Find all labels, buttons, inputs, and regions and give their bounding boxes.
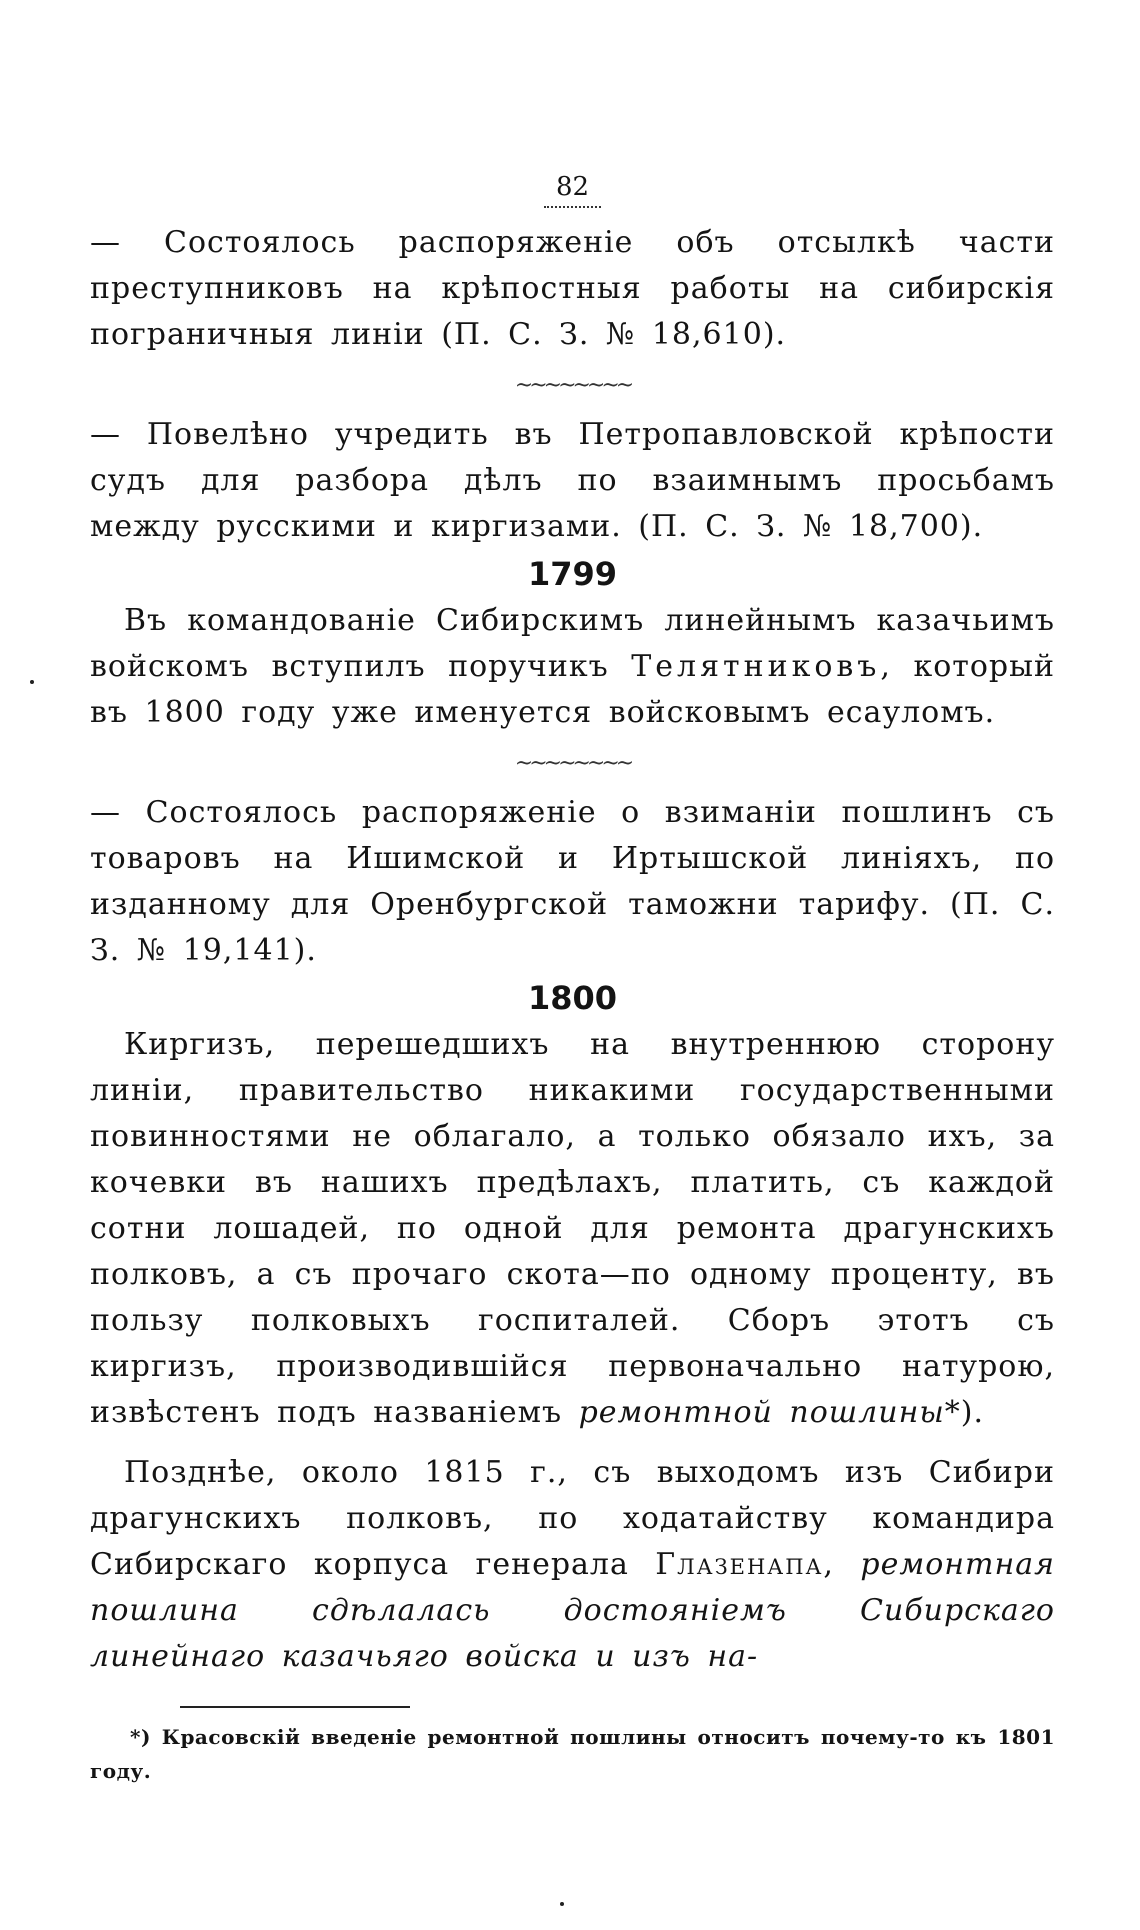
page-number: 82 (90, 170, 1055, 208)
scan-speck (30, 680, 34, 684)
italic-remount-duty: ремонтная пошлина сдѣлалась достояніемъ Сибирскаго линейнаго казачьяго войска и изъ на- (90, 1547, 1055, 1674)
year-heading-1800: 1800 (527, 979, 618, 1017)
paragraph-1800-kirgiz: Киргизъ, перешедшихъ на внутреннюю сторону линіи, правительство никакими государственными повинностями не облагало, а только обязало ихъ, за кочевки въ нашихъ предѣлахъ, платить, съ каждой сотни лошадей, по одной для ремонта драгунскихъ полковъ, а съ прочаго скота—по одному проценту, въ пользу полковыхъ госпиталей. Сборъ этотъ съ киргизъ, производившійся первоначально натурою, извѣстенъ подъ названіемъ ремонтной пошлины*). (90, 1027, 1055, 1430)
footnote-text: Красовскій введеніе ремонтной пошлины относитъ почему-то къ 1801 году. (90, 1725, 1055, 1783)
paragraph-1799: Въ командованіе Сибирскимъ линейнымъ казачьимъ войскомъ вступилъ поручикъ Телятниковъ, который въ 1800 году уже именуется войсковымъ есауломъ. (90, 603, 1055, 730)
paragraph-court: — Повелѣно учредить въ Петропавловской крѣпости судъ для разбора дѣлъ по взаимнымъ просьбамъ между русскими и киргизами. (П. С. З. № 18,700). (90, 417, 1055, 544)
separator-wave: ~~~~~~~~ (514, 373, 631, 398)
paragraph-prisoners: — Состоялось распоряженіе объ отсылкѣ части преступниковъ на крѣпостныя работы на сибирскія пограничныя линіи (П. С. З. № 18,610). (90, 225, 1055, 352)
paragraph-1800-later: Позднѣе, около 1815 г., съ выходомъ изъ Сибири драгунскихъ полковъ, по ходатайству командира Сибирскаго корпуса генерала Глазенапа, ремонтная пошлина сдѣлалась достояніемъ Сибирскаго линейнаго казачьяго войска и изъ на- (90, 1455, 1055, 1674)
footnote-rule (180, 1706, 410, 1708)
name-glazenap: Глазенапа (655, 1547, 824, 1582)
separator-wave: ~~~~~~~~ (514, 751, 631, 776)
footnote-marker: *) (944, 1395, 974, 1430)
scan-speck (560, 1902, 564, 1906)
book-page (90, 170, 1055, 1788)
name-telyatnikov: Телятниковъ (631, 649, 881, 684)
footnote-mark: *) (130, 1725, 151, 1749)
year-heading-1799: 1799 (527, 555, 618, 593)
remount-duty-term: ремонтной пошлины (578, 1395, 945, 1430)
footnote (90, 1720, 1055, 1788)
paragraph-duties: — Состоялось распоряженіе о взиманіи пошлинъ съ товаровъ на Ишимской и Иртышской линіяхъ, по изданному для Оренбургской таможни тарифу. (П. С. З. № 19,141). (90, 795, 1055, 968)
